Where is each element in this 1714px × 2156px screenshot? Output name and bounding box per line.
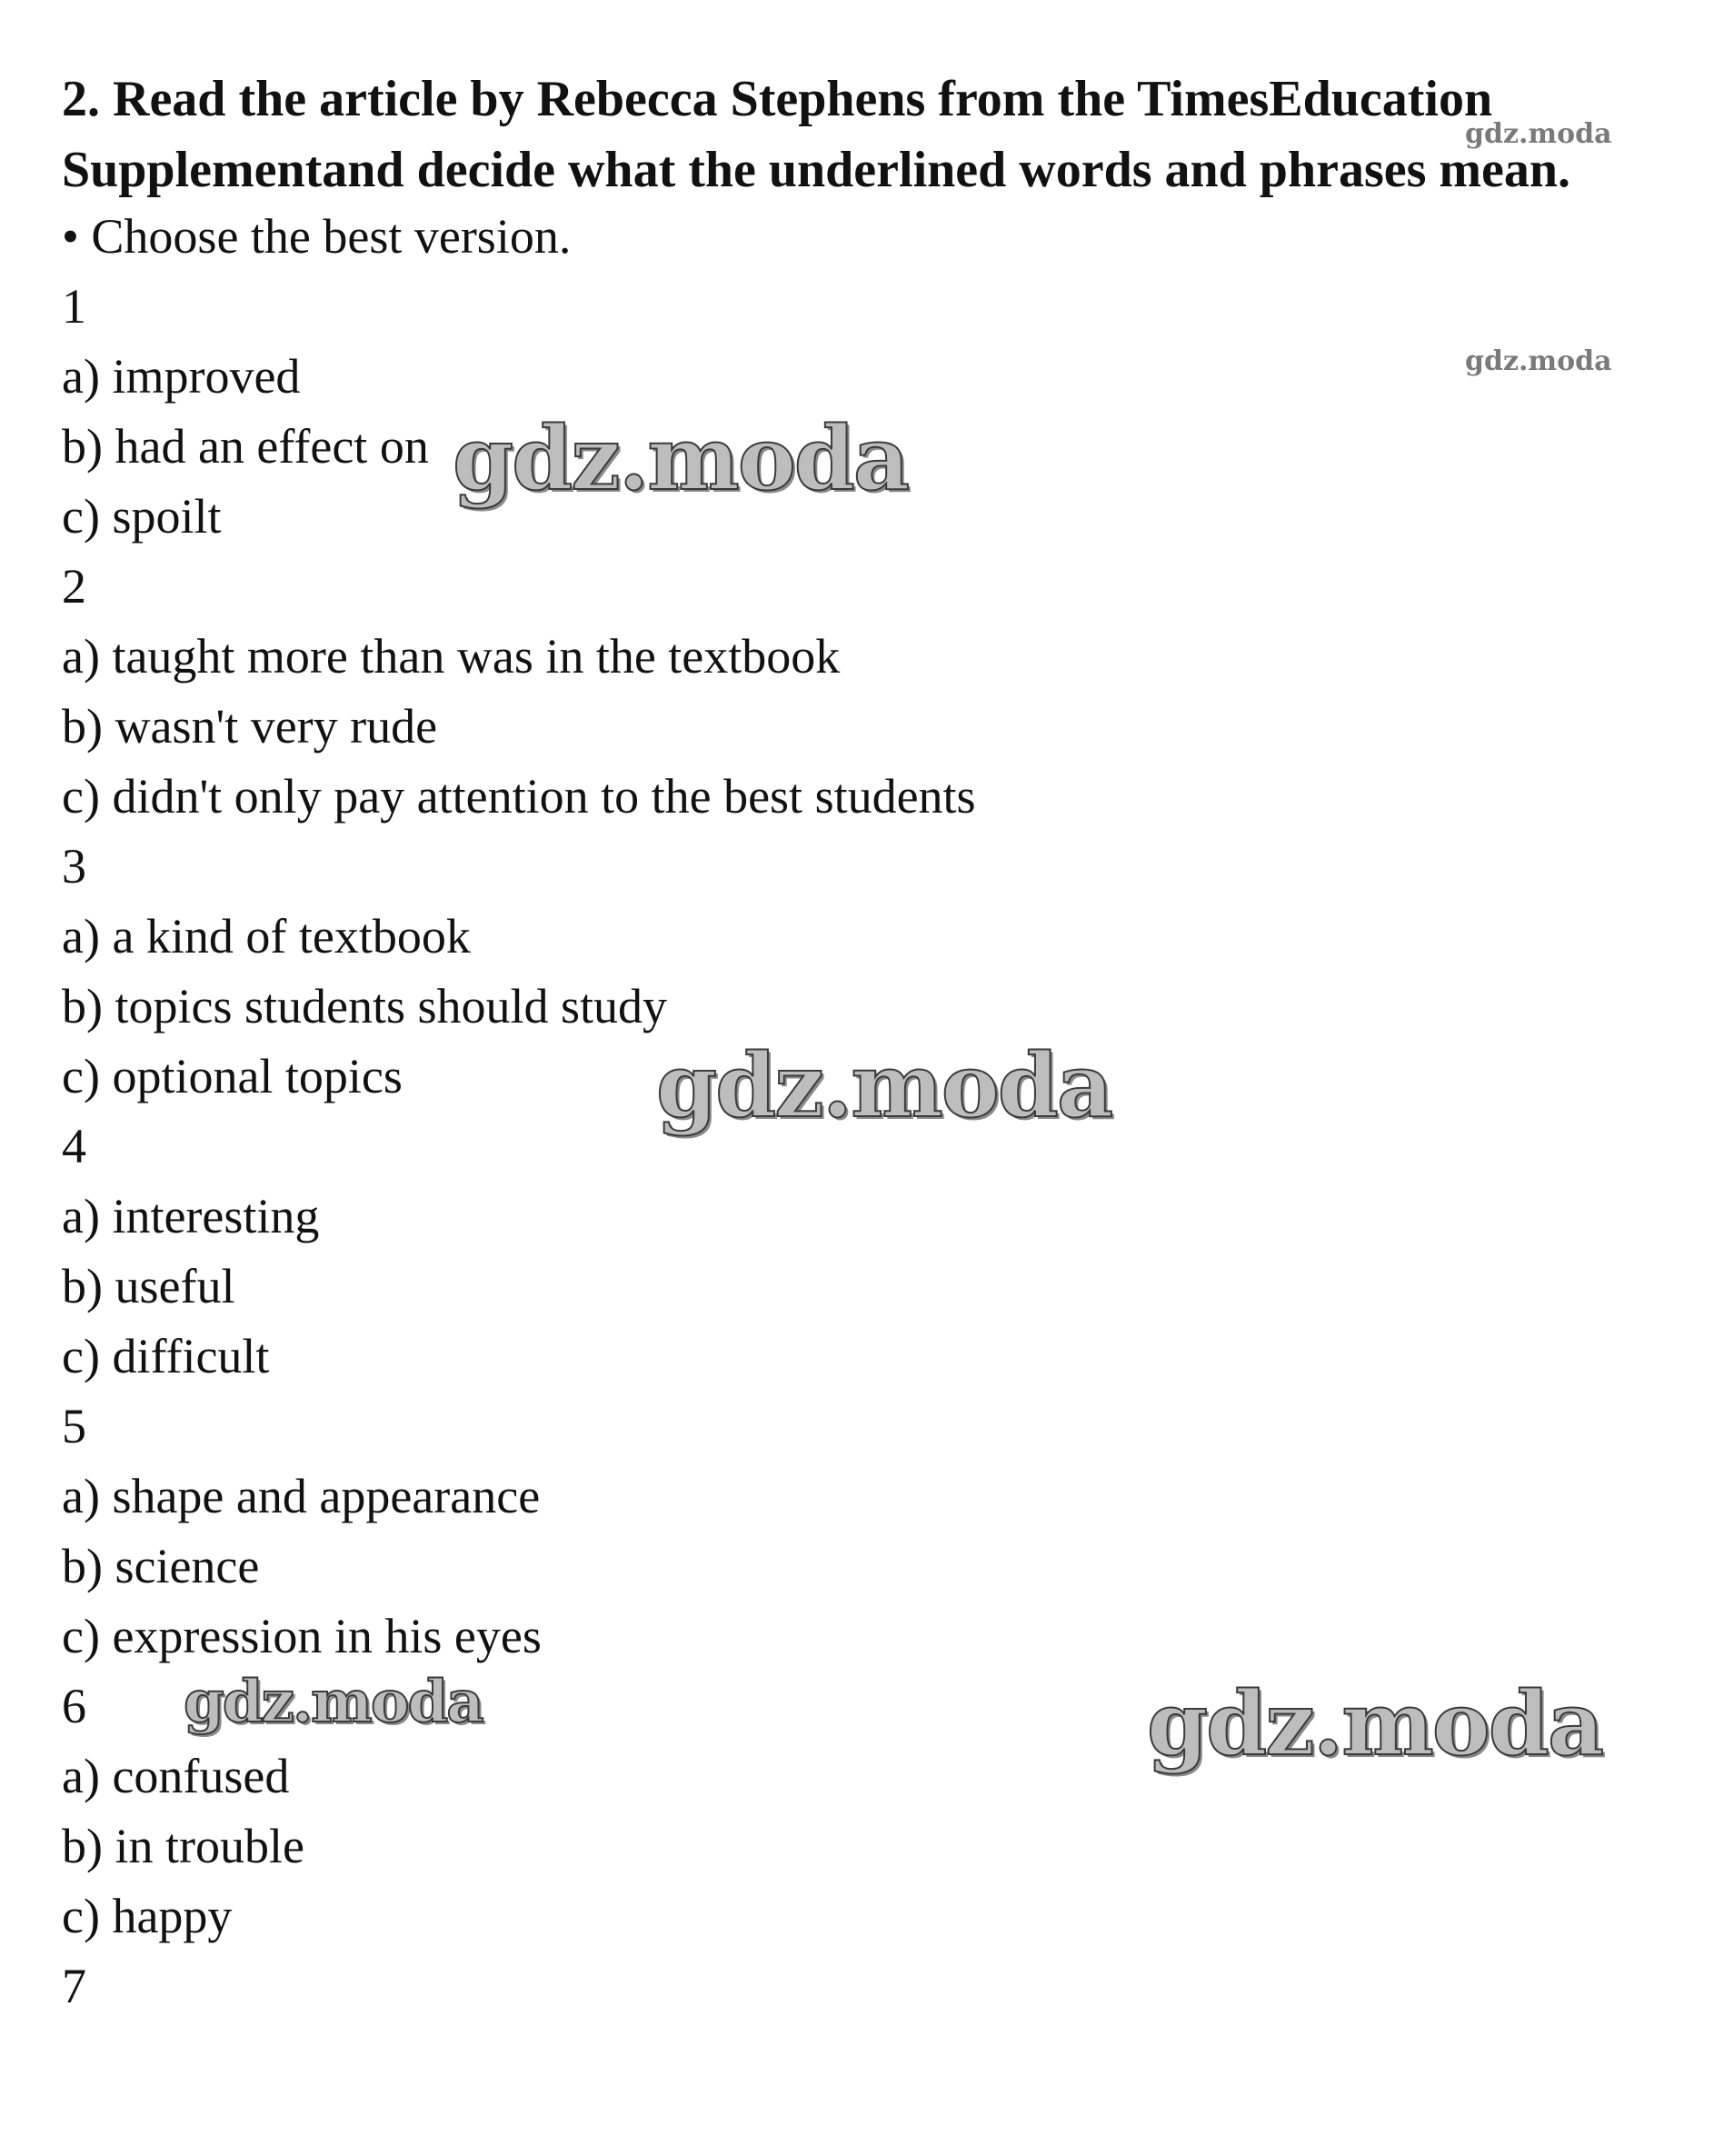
answer-option: c) didn't only pay attention to the best students (62, 769, 976, 823)
question-number: 2 (62, 559, 86, 614)
answer-option: b) topics students should study (62, 979, 668, 1033)
exercise-heading (62, 64, 1661, 205)
watermark-logo: gdz.moda (453, 407, 909, 510)
watermark-logo: gdz.moda (1147, 1672, 1603, 1775)
answer-option: b) science (62, 1539, 260, 1593)
answer-option: c) optional topics (62, 1049, 403, 1103)
watermark-logo: gdz.moda (656, 1034, 1112, 1137)
answer-option: c) difficult (62, 1329, 270, 1383)
answer-option: c) expression in his eyes (62, 1609, 542, 1663)
question-number: 1 (62, 279, 86, 334)
answer-option: b) useful (62, 1259, 235, 1313)
answer-option: a) confused (62, 1749, 290, 1803)
answer-option: b) in trouble (62, 1819, 304, 1873)
question-number: 6 (62, 1679, 86, 1733)
answer-option: b) had an effect on (62, 419, 429, 474)
watermark-logo: gdz.moda (1465, 345, 1612, 377)
answer-option: a) improved (62, 349, 301, 404)
answer-option: a) shape and appearance (62, 1469, 541, 1523)
answer-option: a) a kind of textbook (62, 909, 471, 963)
answer-option: c) spoilt (62, 489, 222, 544)
question-number: 3 (62, 839, 86, 893)
heading-line-1: 2. Read the article by Rebecca Stephens from the TimesEducation (62, 71, 1493, 127)
answer-option: b) wasn't very rude (62, 699, 438, 754)
answer-option: a) taught more than was in the textbook (62, 629, 841, 684)
question-number: 4 (62, 1119, 86, 1173)
watermark-logo: gdz.moda (1465, 118, 1612, 150)
watermark-logo: gdz.moda (184, 1668, 483, 1736)
instruction-text: • Choose the best version. (62, 209, 572, 264)
heading-line-2: Supplementand decide what the underlined words and phrases mean. (62, 142, 1571, 198)
question-number: 7 (62, 1959, 86, 2013)
question-number: 5 (62, 1399, 86, 1453)
answer-option: c) happy (62, 1889, 233, 1943)
answer-option: a) interesting (62, 1189, 320, 1243)
